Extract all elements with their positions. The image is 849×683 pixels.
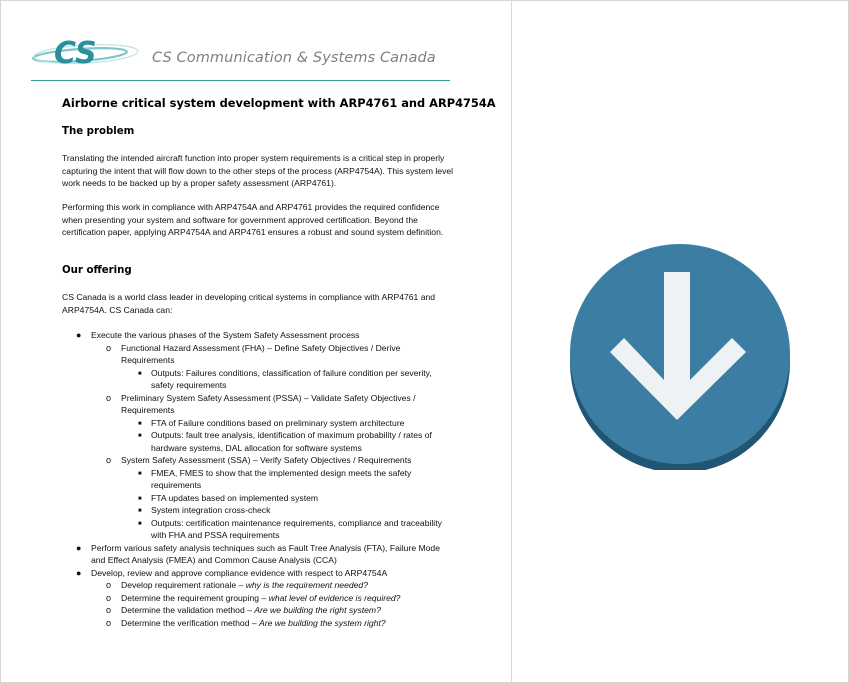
list-item: o Determine the requirement grouping – what level of evidence is required? bbox=[106, 592, 401, 603]
logo-text: CS bbox=[54, 36, 97, 71]
problem-paragraph-1: Translating the intended aircraft function into proper system requirements is a critical step in properly capturing the intent that will flow down to the other steps of the process (ARP4754A). This system level work needs to be backed up by a proper safety assessment (ARP4761). bbox=[62, 153, 454, 188]
list-item: o Preliminary System Safety Assessment (PSSA) – Validate Safety Objectives / Requirements bbox=[106, 392, 416, 415]
offering-intro: CS Canada is a world class leader in developing critical systems in compliance with ARP4761 and ARP4754A. CS Canada can: bbox=[62, 292, 436, 315]
problem-paragraph-2: Performing this work in compliance with ARP4754A and ARP4761 provides the required confidence when presenting your system and software for government approved certification. Beyond the certification paper, applying ARP4754A and ARP4761 ensures a robust and sound system definition. bbox=[62, 202, 444, 237]
list-item: ■ FTA updates based on implemented system bbox=[138, 492, 319, 503]
list-item: ■ System integration cross-check bbox=[138, 505, 271, 515]
list-item: ■ Outputs: Failures conditions, classification of failure condition per severity, safety requirements bbox=[138, 367, 432, 390]
list-item: o System Safety Assessment (SSA) – Verify Safety Objectives / Requirements bbox=[106, 455, 412, 465]
panel-divider bbox=[511, 0, 512, 683]
download-button[interactable] bbox=[566, 242, 794, 470]
download-arrow-icon bbox=[570, 244, 790, 470]
cs-logo-icon bbox=[30, 32, 142, 72]
company-name: CS Communication & Systems Canada bbox=[152, 50, 436, 66]
list-item: o Functional Hazard Assessment (FHA) – Define Safety Objectives / Derive Requirements bbox=[106, 342, 401, 365]
document-title: Airborne critical system development with ARP4761 and ARP4754A bbox=[62, 96, 496, 110]
list-item: ■ Outputs: fault tree analysis, identification of maximum probability / rates of hardware systems, DAL allocation for software systems bbox=[138, 430, 432, 453]
header-divider bbox=[31, 80, 450, 81]
offering-heading: Our offering bbox=[62, 265, 132, 276]
list-item: ● Develop, review and approve compliance evidence with respect to ARP4754A bbox=[76, 567, 388, 578]
list-item: o Develop requirement rationale – why is the requirement needed? bbox=[106, 580, 368, 590]
list-item: ● Perform various safety analysis techniques such as Fault Tree Analysis (FTA), Failure Mode and Effect Analysis (FMEA) and Common Cause Analysis (CCA) bbox=[76, 542, 440, 565]
list-item: ● Execute the various phases of the System Safety Assessment process bbox=[76, 330, 360, 340]
list-item: ■ FTA of Failure conditions based on preliminary system architecture bbox=[138, 417, 405, 428]
problem-heading: The problem bbox=[62, 126, 135, 137]
list-item: ■ FMEA, FMES to show that the implemented design meets the safety requirements bbox=[138, 467, 412, 490]
list-item: ■ Outputs: certification maintenance requirements, compliance and traceability with FHA and PSSA requirements bbox=[138, 517, 442, 540]
list-item: o Determine the verification method – Are we building the system right? bbox=[106, 617, 386, 628]
offering-list bbox=[62, 329, 454, 629]
list-item: o Determine the validation method – Are we building the right system? bbox=[106, 605, 381, 615]
